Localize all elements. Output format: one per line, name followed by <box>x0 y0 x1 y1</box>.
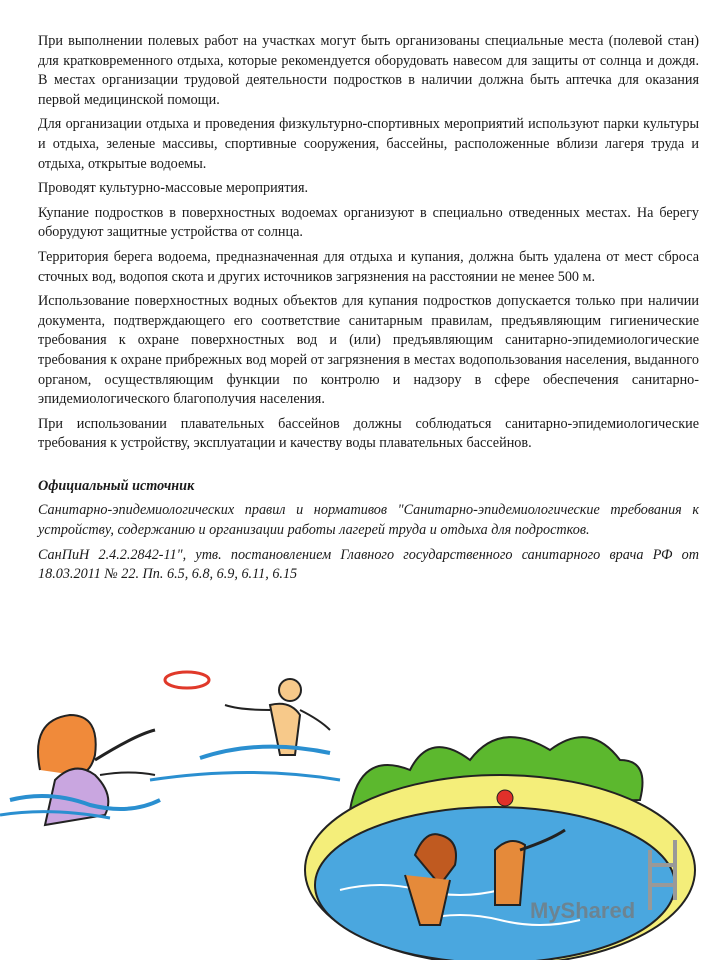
paragraph: При выполнении полевых работ на участках могут быть организованы специальные места (полевой стан) для кратковременного отдыха, которые рекомендуется оборудовать навесом для защиты от солнца и дождя. В местах организации трудовой деятельности подростков в наличии должна быть аптечка для оказания первой медицинской помощи. <box>38 33 699 108</box>
source-heading: Официальный источник <box>38 477 195 494</box>
source-text: СанПиН 2.4.2.2842-11", утв. постановлением Главного государственного санитарного врача РФ от 18.03.2011 № 22. Пп. 6.5, 6.8, 6.9, 6.11, 6.15 <box>38 546 699 583</box>
watermark-logo: MyShared <box>530 898 636 923</box>
paragraph: Проводят культурно-массовые мероприятия. <box>38 180 309 197</box>
frisbee-icon <box>165 672 209 688</box>
man-swimmer-icon <box>150 679 340 780</box>
paragraph: Территория берега водоема, предназначенная для отдыха и купания, должна быть удалена от мест сброса сточных вод, водопоя скота и других источников загрязнения на расстоянии не менее 500 м. <box>38 248 699 285</box>
woman-swimmer-icon <box>0 715 160 825</box>
document-body <box>38 32 699 590</box>
paragraph: При использовании плавательных бассейнов должны соблюдаться санитарно-эпидемиологические требования к устройству, эксплуатации и качеству воды плавательных бассейнов. <box>38 415 699 452</box>
paragraph: Для организации отдыха и проведения физкультурно-спортивных мероприятий используют парки культуры и отдыха, зеленые массивы, спортивные сооружения, бассейны, расположенные вблизи лагеря труда и отдыха, открытые водоемы. <box>38 116 699 172</box>
paragraph: Использование поверхностных водных объектов для купания подростков допускается только при наличии документа, подтверждающего его соответствие санитарным правилам, предъявляющим гигиенические требования к охране поверхностных вод и (или) предъявляющим санитарно-эпидемиологические требования к охране прибрежных вод морей от загрязнения в местах водопользования населения, выданного органом, осуществляющим функции по контролю и надзору в сфере обеспечения санитарно-эпидемиологического благополучия населения. <box>38 293 699 408</box>
source-text: Санитарно-эпидемиологических правил и нормативов "Санитарно-эпидемиологические требования к устройству, содержанию и организации работы лагерей труда и отдыха для подростков. <box>38 502 699 539</box>
pool-icon <box>305 737 695 960</box>
paragraph: Купание подростков в поверхностных водоемах организуют в специально отведенных местах. На берегу оборудуют защитные устройства от солнца. <box>38 204 699 241</box>
